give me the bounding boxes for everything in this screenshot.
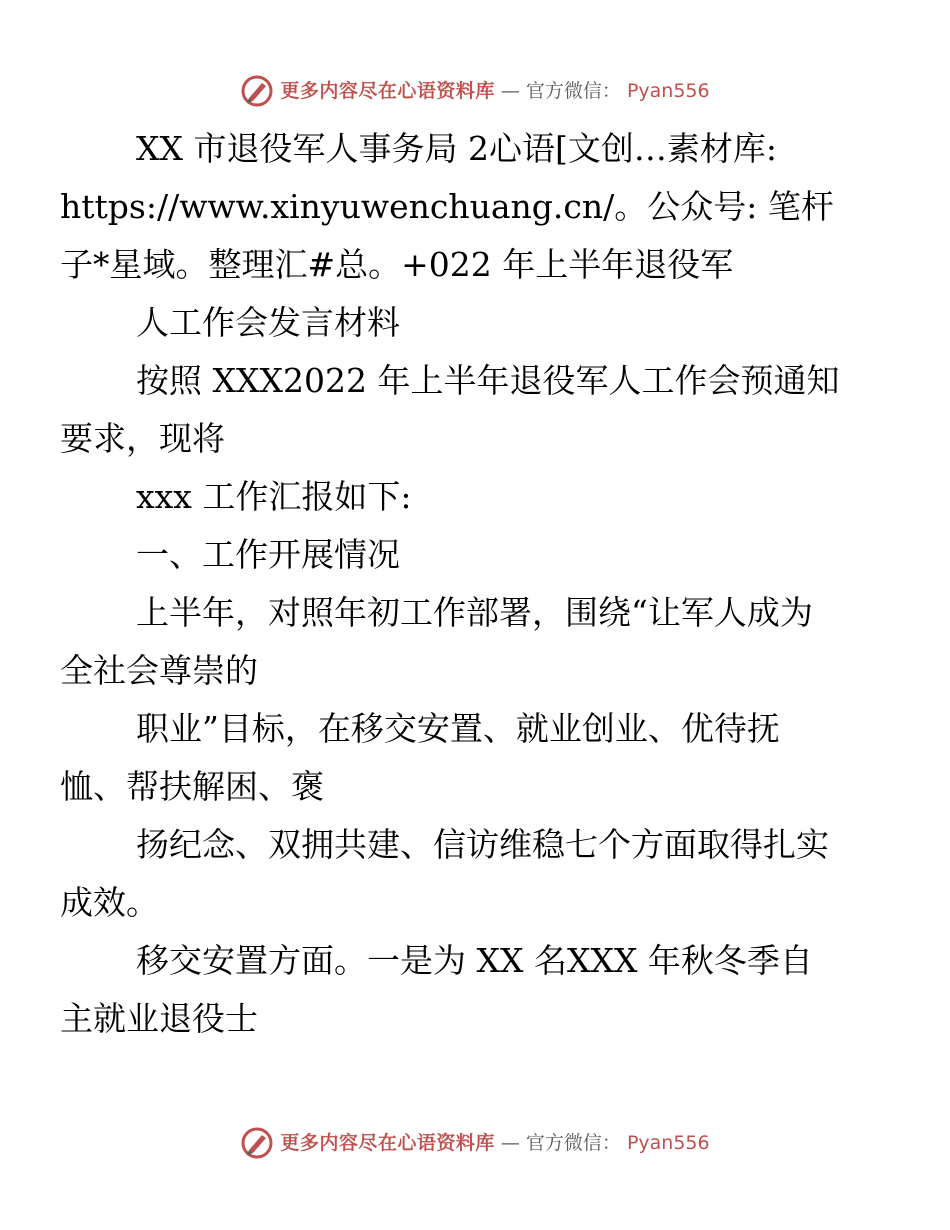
pen-logo-icon: [240, 74, 274, 108]
paragraph: [60, 700, 858, 816]
header-watermark: [0, 74, 950, 108]
text-line: xxx 工作汇报如下:: [136, 477, 412, 516]
text-line: https://www.xinyuwenchuang.cn/。公众号: 笔杆: [60, 187, 834, 226]
text-line: 人工作会发言材料: [136, 303, 400, 342]
text-line: 全社会尊崇的: [60, 651, 258, 690]
paragraph: [60, 584, 858, 700]
watermark-id: Pyan556: [626, 80, 710, 102]
watermark-main-text: 更多内容尽在心语资料库: [280, 1132, 495, 1154]
text-line: 子*星域。整理汇#总。+022 年上半年退役军: [60, 245, 734, 284]
text-line: 扬纪念、双拥共建、信访维稳七个方面取得扎实: [136, 825, 829, 864]
watermark-id: Pyan556: [626, 1132, 710, 1154]
document-body: [60, 120, 858, 1048]
text-line: 一、工作开展情况: [136, 535, 400, 574]
text-line: 要求，现将: [60, 419, 225, 458]
text-line: 移交安置方面。一是为 XX 名XXX 年秋冬季自: [136, 941, 813, 980]
text-line: 职业”目标，在移交安置、就业创业、优待抚: [136, 709, 780, 748]
text-line: XX 市退役军人事务局 2心语[文创…素材库:: [136, 129, 777, 168]
text-line: 按照 XXX2022 年上半年退役军人工作会预通知: [136, 361, 840, 400]
pen-logo-icon: [240, 1126, 274, 1160]
text-line: 恤、帮扶解困、褒: [60, 767, 324, 806]
text-line: 主就业退役士: [60, 999, 258, 1038]
watermark-label: 官方微信：: [525, 80, 621, 102]
document-title: [98, 294, 858, 352]
text-line: 上半年，对照年初工作部署，围绕“让军人成为: [136, 593, 813, 632]
watermark-separator: —: [500, 80, 520, 102]
watermark-label: 官方微信：: [525, 1132, 621, 1154]
watermark-separator: —: [500, 1132, 520, 1154]
paragraph: [60, 932, 858, 1048]
text-line: 成效。: [60, 883, 159, 922]
paragraph: [60, 816, 858, 932]
paragraph: [60, 120, 858, 294]
paragraph: [98, 468, 858, 526]
paragraph: [60, 352, 858, 468]
section-heading: [98, 526, 858, 584]
footer-watermark: [0, 1126, 950, 1160]
watermark-main-text: 更多内容尽在心语资料库: [280, 80, 495, 102]
